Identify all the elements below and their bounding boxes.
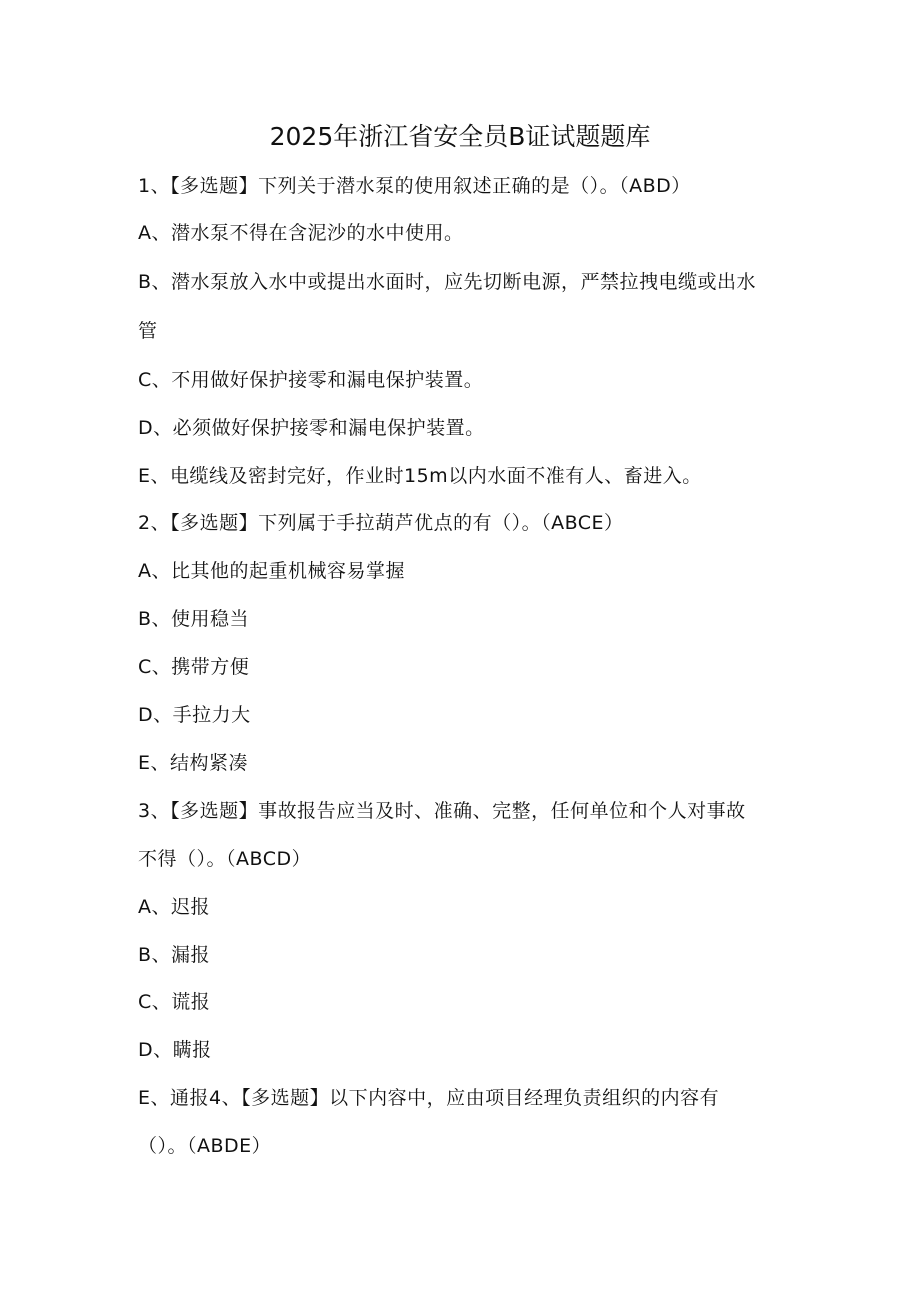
question-1-option-c: C、不用做好保护接零和漏电保护装置。	[138, 369, 484, 391]
question-2-option-e: E、结构紧凑	[138, 752, 249, 774]
question-3-option-a: A、迟报	[138, 896, 210, 918]
question-1-option-e: E、电缆线及密封完好，作业时15m以内水面不准有人、畜进入。	[138, 465, 702, 487]
question-2-option-a: A、比其他的起重机械容易掌握	[138, 560, 405, 582]
question-1-option-b: B、潜水泵放入水中或提出水面时，应先切断电源，严禁拉拽电缆或出水	[138, 271, 757, 293]
question-3-stem: 3、【多选题】事故报告应当及时、准确、完整，任何单位和个人对事故	[138, 800, 746, 822]
question-1-option-b-cont: 管	[138, 320, 158, 342]
question-2-option-d: D、手拉力大	[138, 704, 251, 726]
question-1-stem: 1、【多选题】下列关于潜水泵的使用叙述正确的是（）。（ABD）	[138, 175, 691, 197]
question-2-option-c: C、携带方便	[138, 656, 250, 678]
question-1-option-a: A、潜水泵不得在含泥沙的水中使用。	[138, 222, 464, 244]
question-3-option-c: C、谎报	[138, 991, 211, 1013]
question-3-option-e-and-question-4-stem: E、通报4、【多选题】以下内容中，应由项目经理负责组织的内容有	[138, 1087, 720, 1109]
question-2-option-b: B、使用稳当	[138, 608, 250, 630]
question-1-option-d: D、必须做好保护接零和漏电保护装置。	[138, 417, 485, 439]
document-title: 2025年浙江省安全员B证试题题库	[269, 122, 651, 151]
question-3-option-b: B、漏报	[138, 944, 211, 966]
question-3-stem-cont: 不得（）。（ABCD）	[138, 848, 312, 870]
question-4-stem-cont: （）。（ABDE）	[138, 1135, 272, 1157]
question-3-option-d: D、瞒报	[138, 1039, 212, 1061]
question-2-stem: 2、【多选题】下列属于手拉葫芦优点的有（）。（ABCE）	[138, 512, 624, 534]
